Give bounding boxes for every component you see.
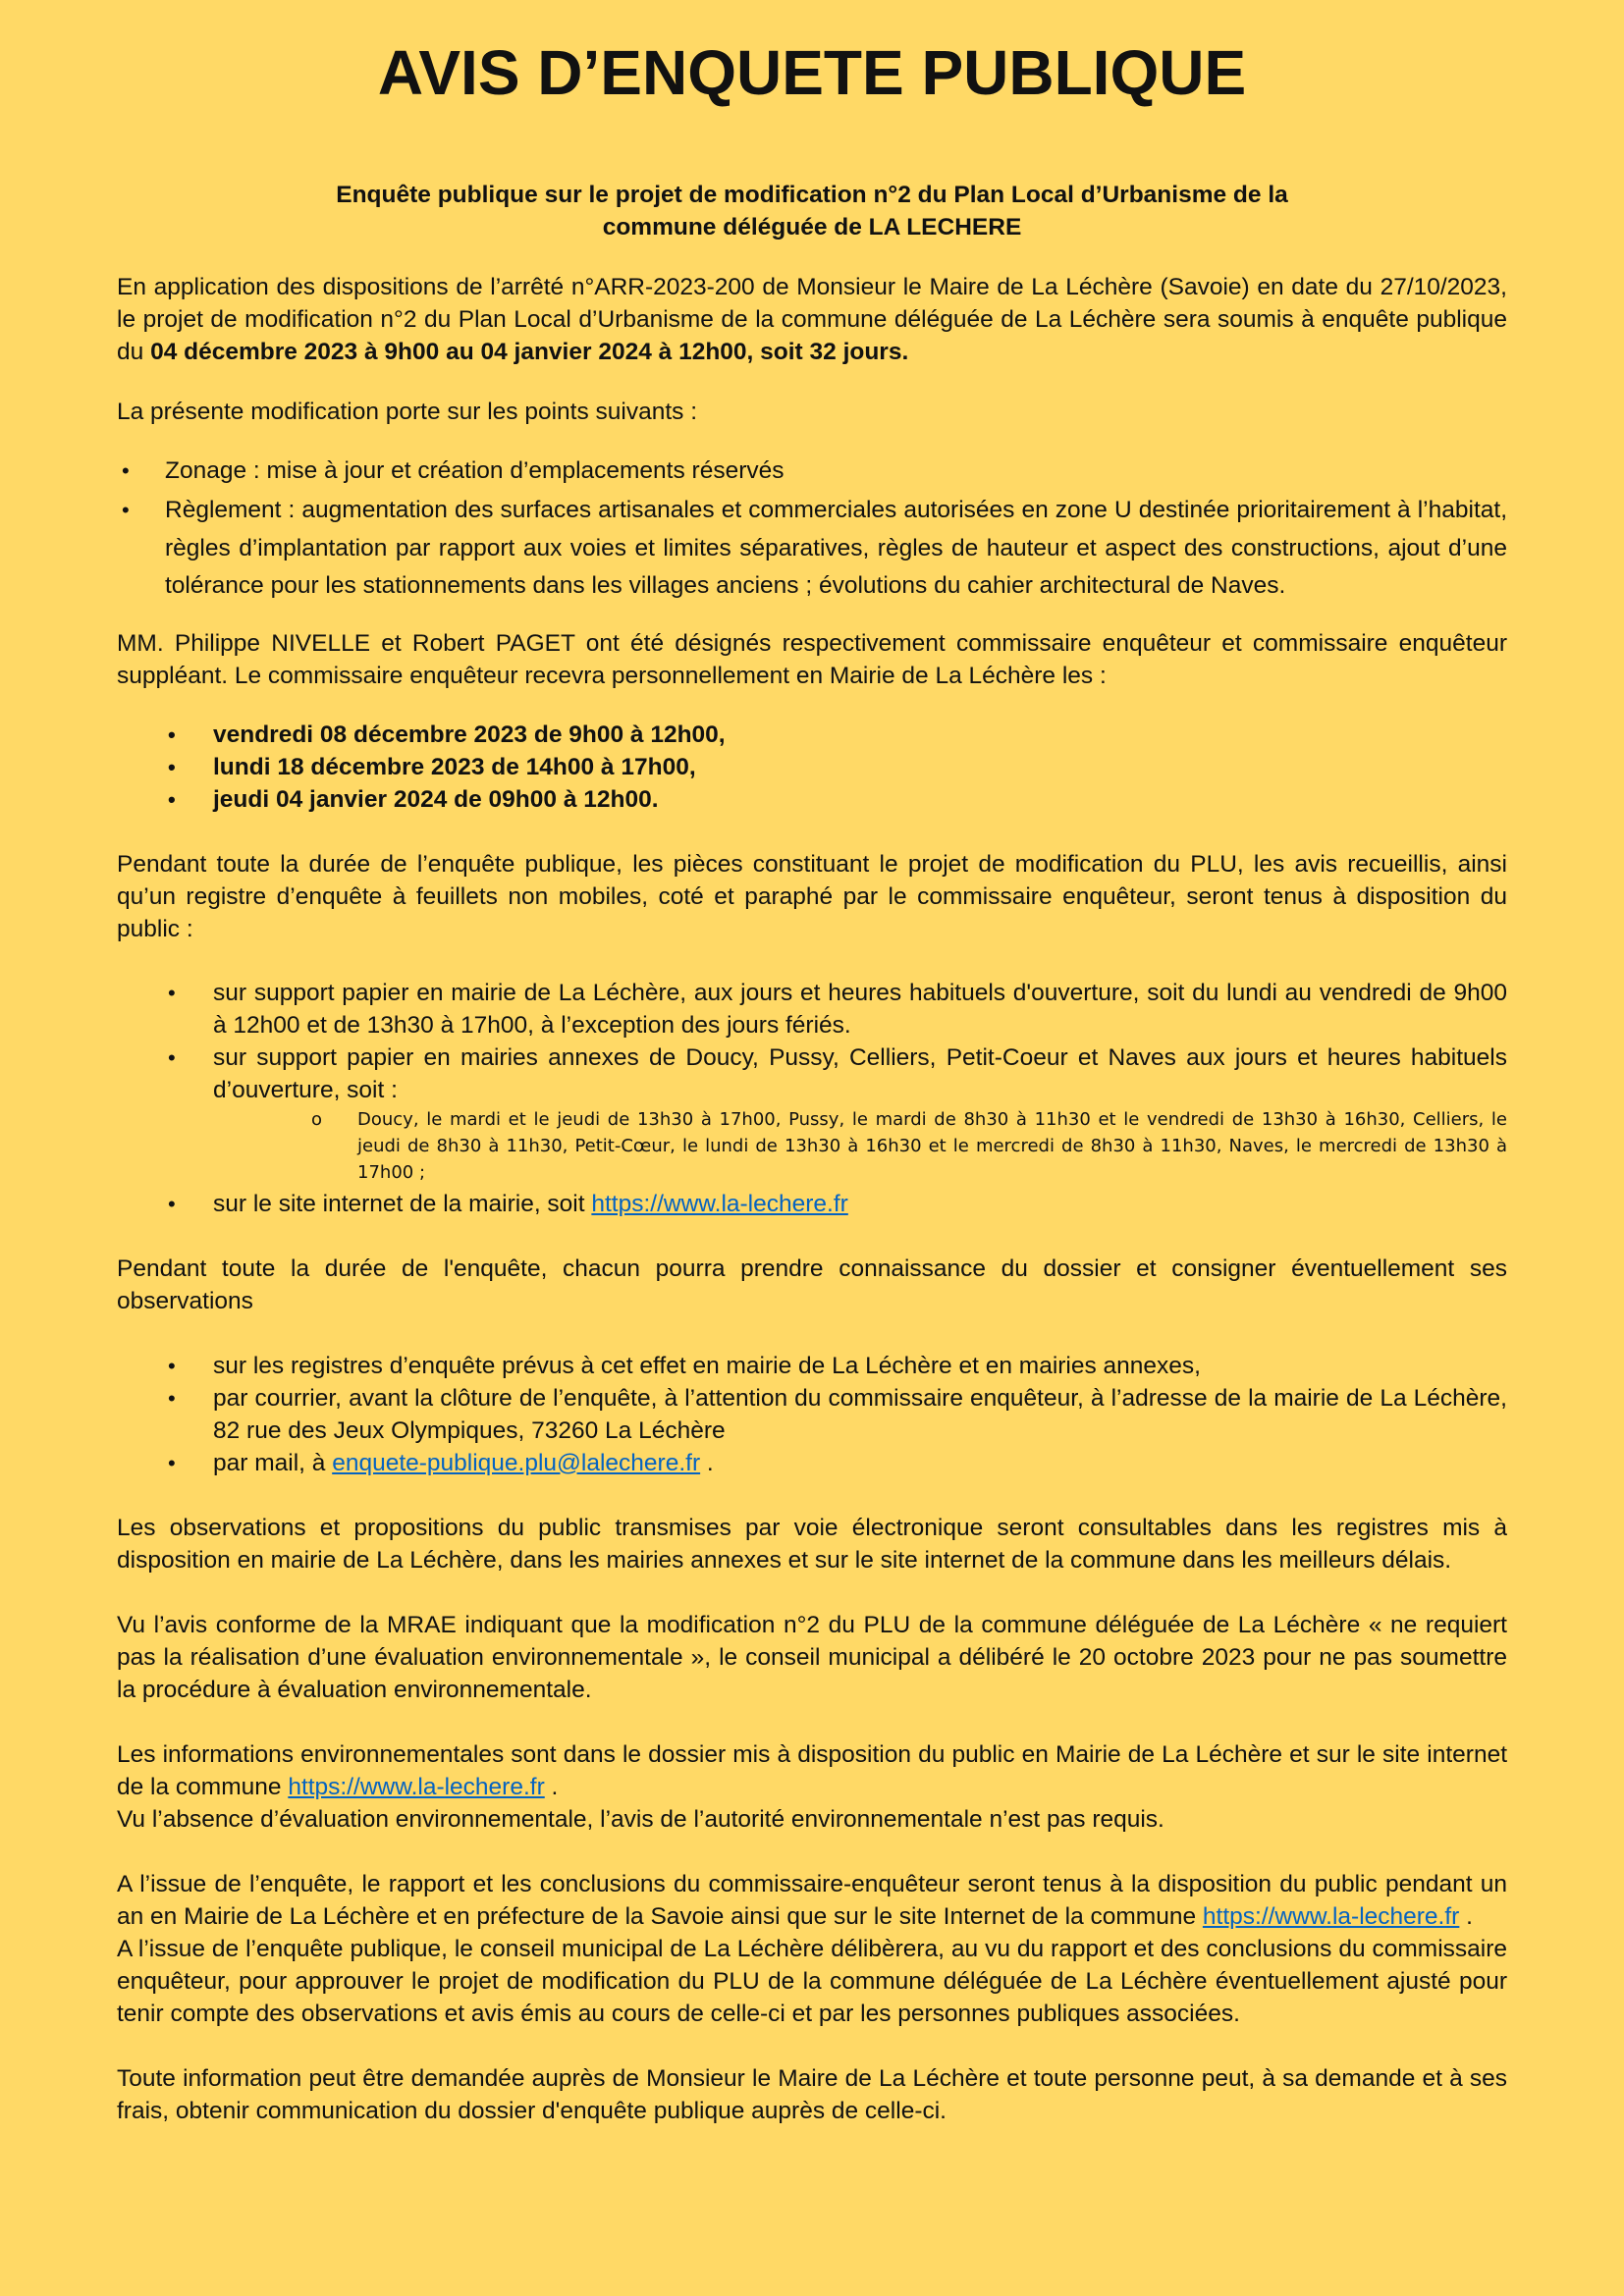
point-zonage: Zonage : mise à jour et création d’emplacements réservés — [165, 457, 785, 484]
commissioner-paragraph: MM. Philippe NIVELLE et Robert PAGET ont été désignés respectivement commissaire enquêteur et commissaire enquêteur suppléant. Le commissaire enquêteur recevra personnellement en Mairie de La Léchère les : — [117, 629, 1507, 689]
subtitle — [117, 179, 1507, 243]
annexes-hours-text: Doucy, le mardi et le jeudi de 13h30 à 17h00, Pussy, le mardi de 8h30 à 11h30 et le vendredi de 13h30 à 16h30, Celliers, le jeudi de 8h30 à 11h30, Petit-Cœur, le lundi de 13h30 à 16h30 et le mercredi de 8h30 à 11h30, Naves, le mercredi de 13h30 à 17h00 ; — [357, 1108, 1507, 1183]
bullet-icon: • — [168, 1191, 176, 1216]
observation-registers: sur les registres d’enquête prévus à cet effet en mairie de La Léchère et en mairies annexes, — [213, 1352, 1201, 1379]
report-paragraph — [117, 1868, 1507, 1933]
env-info-paragraph — [117, 1738, 1507, 1803]
permanence-1: vendredi 08 décembre 2023 de 9h00 à 12h00, — [213, 721, 726, 748]
bullet-icon: • — [168, 1353, 176, 1378]
email-prefix: par mail, à — [213, 1449, 333, 1476]
bullet-icon: • — [168, 980, 176, 1005]
bullet-icon: • — [168, 1385, 176, 1411]
env-info-suffix: . — [544, 1773, 559, 1800]
electronic-paragraph: Les observations et propositions du public transmises par voie électronique seront consultables dans les registres mis à disposition en mairie de La Léchère, dans les mairies annexes et sur le site internet de la commune dans les meilleurs délais. — [117, 1514, 1507, 1574]
bullet-icon: • — [168, 721, 176, 747]
support-list — [117, 977, 1507, 1106]
report-link[interactable]: https://www.la-lechere.fr — [1202, 1902, 1460, 1930]
observation-mail: par courrier, avant la clôture de l’enquête, à l’attention du commissaire enquêteur, à l’adresse de la mairie de La Léchère, 82 rue des Jeux Olympiques, 73260 La Léchère — [213, 1384, 1507, 1444]
list-item — [117, 1382, 1507, 1447]
bullet-icon: • — [168, 1450, 176, 1475]
list-item — [117, 454, 1507, 487]
website-link[interactable]: https://www.la-lechere.fr — [591, 1190, 848, 1217]
point-reglement: Règlement : augmentation des surfaces artisanales et commerciales autorisées en zone U destinée prioritairement à l’habitat, règles d’implantation par rapport aux voies et limites séparatives, règles de hauteur et aspect des constructions, ajout d’une tolérance pour les stationnements dans les villages anciens ; évolutions du cahier architectural de Naves. — [165, 497, 1507, 599]
list-item — [117, 1188, 1507, 1220]
list-item — [117, 1041, 1507, 1106]
bullet-icon: • — [168, 1044, 176, 1070]
report-suffix: . — [1459, 1902, 1473, 1930]
bullet-icon: • — [168, 754, 176, 779]
observations-list — [117, 1350, 1507, 1479]
bullet-icon: • — [122, 498, 130, 522]
subtitle-line-2: commune déléguée de LA LECHERE — [602, 214, 1022, 240]
intro-paragraph — [117, 271, 1507, 368]
final-paragraph: Toute information peut être demandée auprès de Monsieur le Maire de La Léchère et toute personne peut, à sa demande et à ses frais, obtenir communication du dossier d'enquête publique auprès de celle-ci. — [117, 2064, 1507, 2124]
annexes-hours-item — [117, 1106, 1507, 1186]
page-title: AVIS D’ENQUETE PUBLIQUE — [377, 37, 1247, 108]
list-item — [117, 751, 1507, 783]
subtitle-line-1: Enquête publique sur le projet de modification n°2 du Plan Local d’Urbanisme de la — [336, 182, 1288, 208]
permanence-2: lundi 18 décembre 2023 de 14h00 à 17h00, — [213, 753, 696, 780]
list-item — [117, 1447, 1507, 1479]
website-prefix: sur le site internet de la mairie, soit — [213, 1190, 592, 1217]
intro-text: En application des dispositions de l’arrêté n°ARR-2023-200 de Monsieur le Maire de La Léchère (Savoie) en date du 27/10/2023, le projet de modification n°2 du Plan Local d’Urbanisme de la commune déléguée de La Léchère sera soumis à enquête publique du — [117, 274, 1507, 365]
list-item — [117, 1350, 1507, 1382]
env-absence-paragraph: Vu l’absence d’évaluation environnementale, l’avis de l’autorité environnementale n’est pas requis. — [117, 1805, 1164, 1833]
observations-paragraph: Pendant toute la durée de l'enquête, chacun pourra prendre connaissance du dossier et consigner éventuellement ses observations — [117, 1255, 1507, 1314]
bullet-icon: • — [122, 458, 130, 483]
council-paragraph: A l’issue de l’enquête publique, le conseil municipal de La Léchère délibèrera, au vu du rapport et des conclusions du commissaire enquêteur, pour approuver le projet de modification du PLU de la commune déléguée de La Léchère éventuellement ajusté pour tenir compte des observations et avis émis au cours de celle-ci et par les personnes publiques associées. — [117, 1935, 1507, 2027]
env-info-link[interactable]: https://www.la-lechere.fr — [288, 1773, 545, 1800]
list-item — [117, 719, 1507, 751]
env-info-text: Les informations environnementales sont dans le dossier mis à disposition du public en Mairie de La Léchère et sur le site internet de la commune — [117, 1740, 1507, 1800]
email-link[interactable]: enquete-publique.plu@lalechere.fr — [332, 1449, 701, 1476]
documents-paragraph: Pendant toute la durée de l’enquête publique, les pièces constituant le projet de modification du PLU, les avis recueillis, ainsi qu’un registre d’enquête à feuillets non mobiles, coté et paraphé par le commissaire enquêteur, seront tenus à disposition du public : — [117, 850, 1507, 942]
permanence-3: jeudi 04 janvier 2024 de 09h00 à 12h00. — [213, 785, 659, 813]
modification-points-list — [117, 454, 1507, 606]
circle-bullet-icon: o — [311, 1108, 323, 1130]
bullet-icon: • — [168, 786, 176, 812]
list-item — [117, 783, 1507, 816]
mrae-paragraph: Vu l’avis conforme de la MRAE indiquant que la modification n°2 du PLU de la commune déléguée de La Léchère « ne requiert pas la réalisation d’une évaluation environnementale », le conseil municipal a délibéré le 20 octobre 2023 pour ne pas soumettre la procédure à évaluation environnementale. — [117, 1611, 1507, 1703]
list-item — [117, 977, 1507, 1041]
permanences-list — [117, 719, 1507, 816]
email-suffix: . — [700, 1449, 714, 1476]
points-intro: La présente modification porte sur les points suivants : — [117, 399, 698, 425]
support-paper-annexes: sur support papier en mairies annexes de Doucy, Pussy, Celliers, Petit-Coeur et Naves aux jours et heures habituels d’ouverture, soit : — [213, 1043, 1507, 1103]
report-text: A l’issue de l’enquête, le rapport et les conclusions du commissaire-enquêteur seront tenus à la disposition du public pendant un an en Mairie de La Léchère et en préfecture de la Savoie ainsi que sur le site Internet de la commune — [117, 1870, 1507, 1930]
intro-dates: 04 décembre 2023 à 9h00 au 04 janvier 2024 à 12h00, soit 32 jours. — [150, 339, 909, 365]
support-paper-mairie: sur support papier en mairie de La Léchère, aux jours et heures habituels d'ouverture, soit du lundi au vendredi de 9h00 à 12h00 et de 13h30 à 17h00, à l’exception des jours fériés. — [213, 979, 1507, 1039]
list-item — [117, 492, 1507, 606]
support-list-website — [117, 1188, 1507, 1220]
